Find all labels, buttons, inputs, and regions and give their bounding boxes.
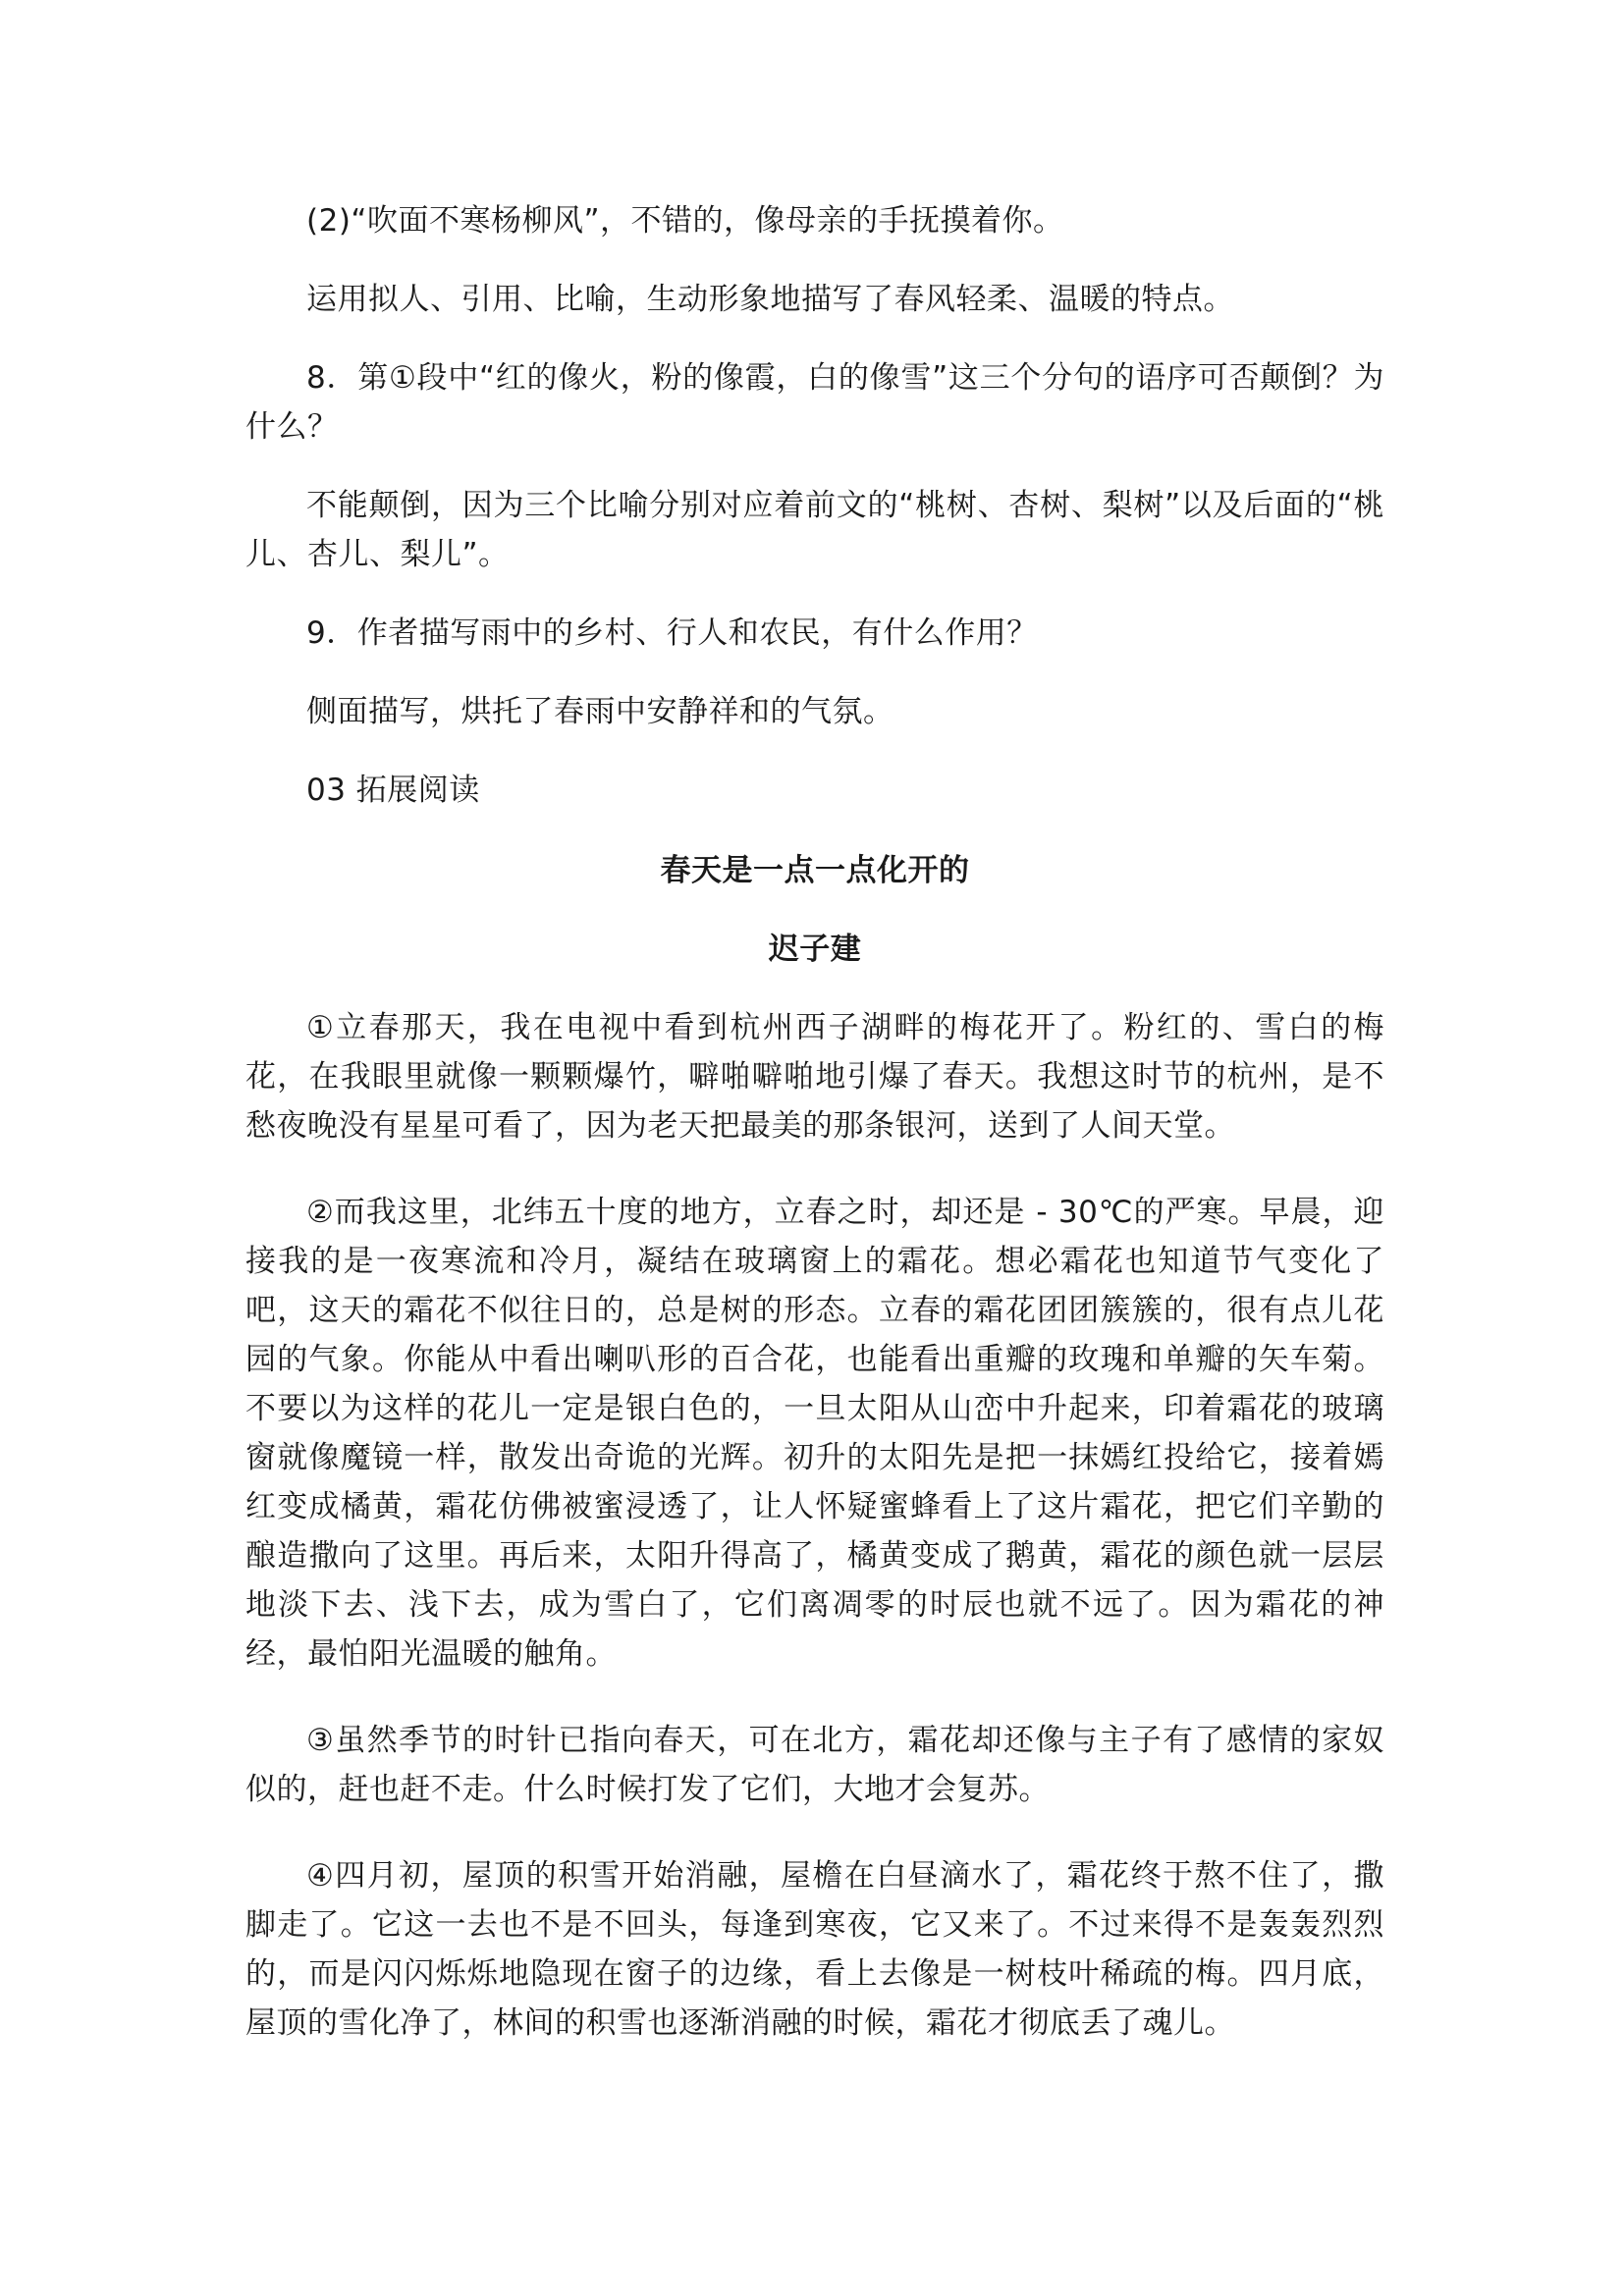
document-page <box>245 196 1384 2085</box>
answer-text: 运用拟人、引用、比喻，生动形象地描写了春风轻柔、温暖的特点。 <box>306 282 1234 317</box>
article-paragraph-4: ④四月初，屋顶的积雪开始消融，屋檐在白昼滴水了，霜花终于熬不住了，撒脚走了。它这一去也不是不回头，每逢到寒夜，它又来了。不过来得不是轰轰烈烈的，而是闪闪烁烁地隐现在窗子的边缘，看上去像是一树枝叶稀疏的梅。四月底，屋顶的雪化净了，林间的积雪也逐渐消融的时候，霜花才彻底丢了魂儿。 <box>245 1858 1384 2041</box>
article-paragraph-3: ③虽然季节的时针已指向春天，可在北方，霜花却还像与主子有了感情的家奴似的，赶也赶不走。什么时候打发了它们，大地才会复苏。 <box>245 1723 1384 1807</box>
article-title: 春天是一点一点化开的 <box>660 853 970 888</box>
answer-8: 不能颠倒，因为三个比喻分别对应着前文的“桃树、杏树、梨树”以及后面的“桃儿、杏儿、梨儿”。 <box>245 488 1384 572</box>
section-heading: 03 拓展阅读 <box>306 773 480 808</box>
article-paragraph-1: ①立春那天，我在电视中看到杭州西子湖畔的梅花开了。粉红的、雪白的梅花，在我眼里就像一颗颗爆竹，噼啪噼啪地引爆了春天。我想这时节的杭州，是不愁夜晚没有星星可看了，因为老天把最美的那条银河，送到了人间天堂。 <box>245 1010 1384 1144</box>
article-author: 迟子建 <box>768 932 862 967</box>
answer-9: 侧面描写，烘托了春雨中安静祥和的气氛。 <box>306 694 894 729</box>
question-8: 8．第①段中“红的像火，粉的像霞，白的像雪”这三个分句的语序可否颠倒？为什么？ <box>245 360 1384 445</box>
answer-item-2: (2)“吹面不寒杨柳风”，不错的，像母亲的手抚摸着你。 <box>306 203 1064 239</box>
question-9: 9．作者描写雨中的乡村、行人和农民，有什么作用？ <box>306 615 1038 651</box>
article-paragraph-2: ②而我这里，北纬五十度的地方，立春之时，却还是 - 30℃的严寒。早晨，迎接我的是一夜寒流和冷月，凝结在玻璃窗上的霜花。想必霜花也知道节气变化了吧，这天的霜花不似往日的，总是树的形态。立春的霜花团团簇簇的，很有点儿花园的气象。你能从中看出喇叭形的百合花，也能看出重瓣的玫瑰和单瓣的矢车菊。不要以为这样的花儿一定是银白色的，一旦太阳从山峦中升起来，印着霜花的玻璃窗就像魔镜一样，散发出奇诡的光辉。初升的太阳先是把一抹嫣红投给它，接着嫣红变成橘黄，霜花仿佛被蜜浸透了，让人怀疑蜜蜂看上了这片霜花，把它们辛勤的酿造撒向了这里。再后来，太阳升得高了，橘黄变成了鹅黄，霜花的颜色就一层层地淡下去、浅下去，成为雪白了，它们离凋零的时辰也就不远了。因为霜花的神经，最怕阳光温暖的触角。 <box>245 1195 1384 1672</box>
